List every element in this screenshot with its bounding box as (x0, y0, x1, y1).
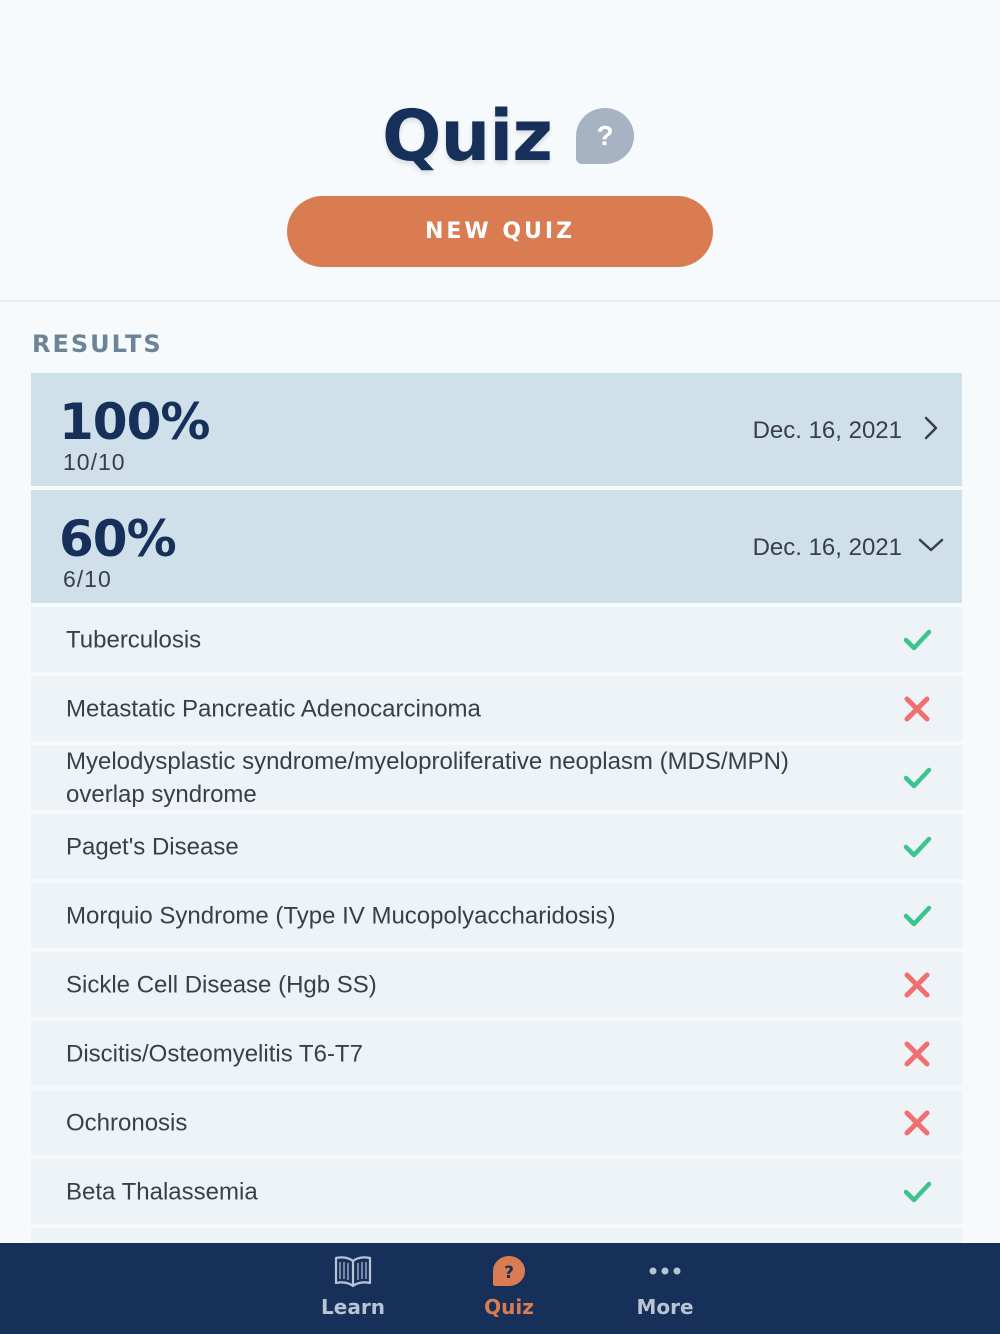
question-label: Beta Thalassemia (66, 1178, 258, 1205)
tab-label: Learn (321, 1295, 385, 1319)
question-label: Sickle Cell Disease (Hgb SS) (66, 971, 377, 998)
question-row[interactable] (31, 1021, 962, 1086)
checkmark-icon (902, 625, 932, 655)
tab-learn[interactable] (283, 1243, 423, 1334)
page-title: Quiz (381, 95, 553, 177)
question-row[interactable] (31, 1090, 962, 1155)
chevron-right-icon[interactable] (916, 413, 946, 443)
cross-icon (902, 1039, 932, 1069)
more-dots-icon (645, 1253, 685, 1289)
question-row[interactable] (31, 745, 962, 810)
cross-icon (902, 1108, 932, 1138)
question-label: Morquio Syndrome (Type IV Mucopolyaccharidosis) (66, 902, 616, 929)
result-date: Dec. 16, 2021 (752, 417, 902, 444)
question-row[interactable] (31, 1159, 962, 1224)
result-date: Dec. 16, 2021 (752, 534, 902, 561)
question-label: Tuberculosis (66, 626, 202, 653)
question-row[interactable] (31, 607, 962, 672)
question-label: Metastatic Pancreatic Adenocarcinoma (66, 695, 481, 722)
cross-icon (902, 694, 932, 724)
result-percent: 100% (59, 393, 210, 451)
tab-bar (0, 1243, 1000, 1334)
question-label: Myelodysplastic syndrome/myeloproliferative neoplasm (MDS/MPN) overlap syndrome (66, 747, 789, 808)
question-label: Paget's Disease (66, 833, 239, 860)
title-row (0, 96, 1000, 176)
help-glyph: ? (596, 120, 614, 151)
svg-text:?: ? (504, 1263, 514, 1283)
new-quiz-button[interactable]: NEW QUIZ (287, 196, 713, 267)
question-bubble-icon (489, 1253, 529, 1289)
result-score: 10/10 (63, 449, 126, 475)
checkmark-icon (902, 1177, 932, 1207)
question-label: Discitis/Osteomyelitis T6-T7 (66, 1040, 363, 1067)
result-card[interactable] (31, 490, 962, 603)
checkmark-icon (902, 763, 932, 793)
question-row[interactable] (31, 676, 962, 741)
cross-icon (902, 970, 932, 1000)
result-score: 6/10 (63, 566, 112, 592)
book-icon (333, 1253, 373, 1289)
question-row[interactable] (31, 814, 962, 879)
tab-label: Quiz (484, 1295, 534, 1319)
question-row[interactable] (31, 883, 962, 948)
results-heading: RESULTS (32, 330, 163, 358)
tab-quiz[interactable] (439, 1243, 579, 1334)
quiz-header (0, 0, 1000, 302)
question-bubble-icon[interactable] (576, 108, 634, 164)
question-label: Ochronosis (66, 1109, 188, 1136)
tab-label: More (636, 1295, 694, 1319)
checkmark-icon (902, 832, 932, 862)
result-card[interactable] (31, 373, 962, 486)
checkmark-icon (902, 901, 932, 931)
chevron-down-icon[interactable] (916, 530, 946, 560)
question-row[interactable] (31, 952, 962, 1017)
result-percent: 60% (59, 510, 176, 568)
tab-more[interactable] (595, 1243, 735, 1334)
